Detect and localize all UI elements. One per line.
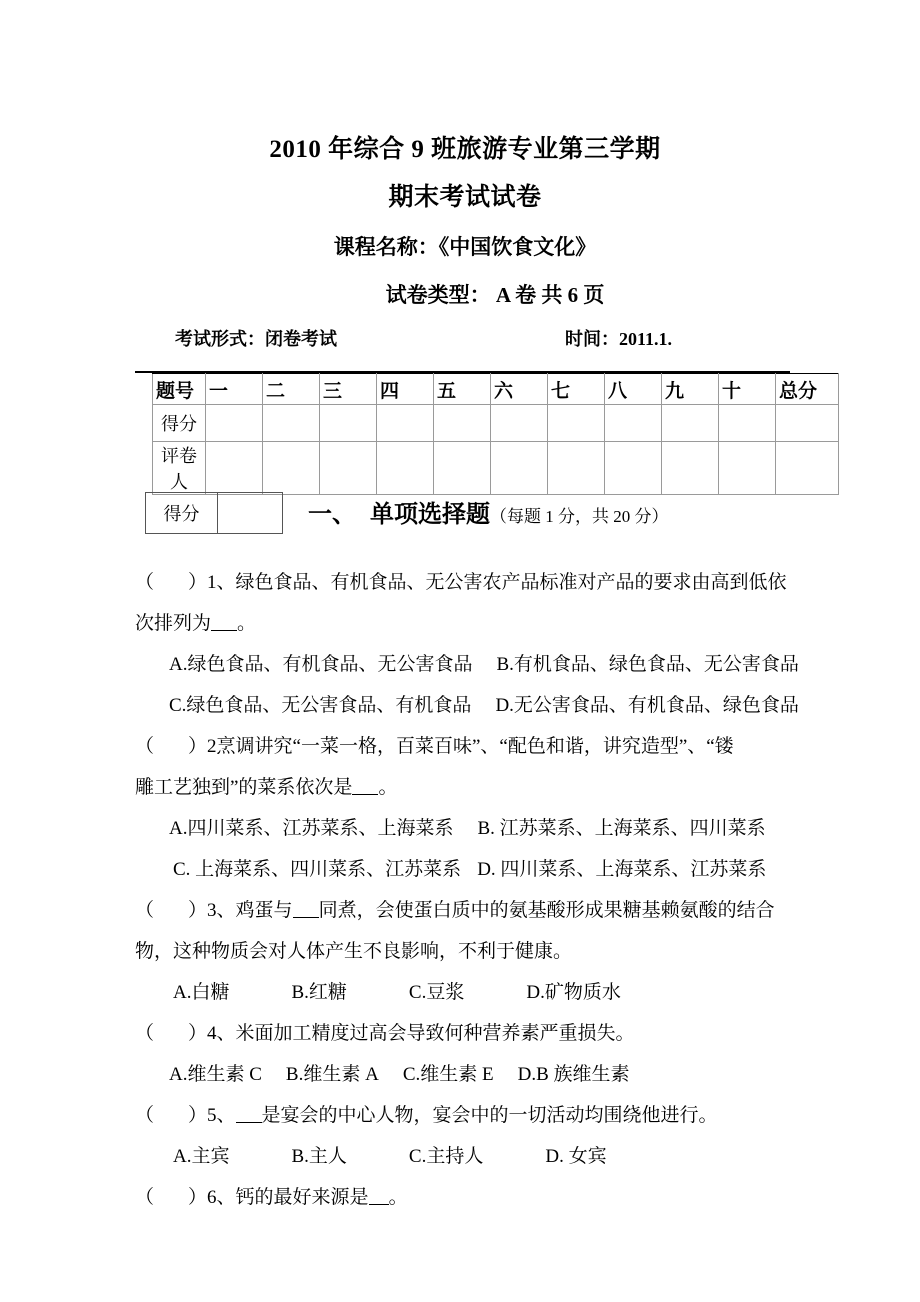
score-cell[interactable] [491, 405, 548, 442]
question-text-end: 。 [378, 777, 398, 798]
question-line [135, 562, 815, 603]
answer-bracket-open: （ [135, 1023, 155, 1044]
row-label-grader: 评卷人 [153, 442, 206, 495]
section-number: 一、 [308, 502, 356, 528]
option-d[interactable]: D.无公害食品、有机食品、绿色食品 [495, 695, 799, 716]
score-cell[interactable] [263, 405, 320, 442]
question-text-end: 同煮，会使蛋白质中的氨基酸形成果糖基赖氨酸的结合 [318, 900, 775, 921]
section-title-text: 单项选择题 [370, 502, 490, 528]
option-c[interactable]: C.绿色食品、无公害食品、有机食品 [169, 695, 472, 716]
table-header-cell: 一 [206, 374, 263, 405]
question-line [135, 726, 815, 767]
answer-bracket-close: ） [188, 572, 208, 593]
table-header-cell: 十 [719, 374, 776, 405]
option-c[interactable]: C.主持人 [408, 1146, 484, 1167]
score-table [152, 373, 839, 495]
fill-blank[interactable] [236, 1122, 262, 1123]
option-b[interactable]: B.维生素 A [285, 1064, 379, 1085]
section-title [308, 494, 669, 529]
score-cell[interactable] [605, 405, 662, 442]
exam-time: 时间：2011.1. [565, 329, 673, 349]
option-b[interactable]: B.有机食品、绿色食品、无公害食品 [496, 654, 799, 675]
answer-bracket-close: ） [188, 900, 208, 921]
option-row [135, 972, 815, 1013]
answer-bracket-open: （ [135, 1105, 155, 1126]
section-score-box [145, 492, 283, 534]
option-row [135, 808, 815, 849]
option-a[interactable]: A.绿色食品、有机食品、无公害食品 [169, 654, 473, 675]
paper-type: 试卷类型： A 卷 共 6 页 [385, 283, 605, 307]
table-row [153, 442, 839, 495]
score-cell[interactable] [662, 405, 719, 442]
question-text-end: 。 [237, 613, 257, 634]
grader-cell-total[interactable] [776, 442, 839, 495]
option-c[interactable]: C.维生素 E [402, 1064, 494, 1085]
fill-blank[interactable] [293, 917, 319, 918]
question-text: 绿色食品、有机食品、无公害农产品标准对产品的要求由高到低依 [235, 572, 787, 593]
table-header-cell: 总分 [776, 374, 839, 405]
option-a[interactable]: A.主宾 [173, 1146, 230, 1167]
course-name: 课程名称：《中国饮食文化》 [333, 235, 597, 259]
exam-meta-row [135, 324, 795, 354]
option-d[interactable]: D.矿物质水 [526, 982, 621, 1003]
table-header-cell: 八 [605, 374, 662, 405]
table-header-cell: 四 [377, 374, 434, 405]
question-line-continued [135, 931, 815, 972]
question-text: 米面加工精度过高会导致何种营养素严重损失。 [235, 1023, 635, 1044]
option-row [135, 849, 815, 890]
option-row [135, 1136, 815, 1177]
option-c[interactable]: C. 上海菜系、四川菜系、江苏菜系 [173, 859, 462, 880]
question-number: 4、 [207, 1023, 236, 1044]
grader-cell[interactable] [377, 442, 434, 495]
question-number: 1、 [207, 572, 236, 593]
score-cell[interactable] [719, 405, 776, 442]
score-table-container [152, 373, 839, 495]
grader-cell[interactable] [206, 442, 263, 495]
question-number: 6、 [207, 1187, 236, 1208]
option-d[interactable]: D. 女宾 [545, 1146, 607, 1167]
exam-form: 考试形式：闭卷考试 [175, 329, 337, 349]
question-line [135, 1095, 815, 1136]
table-header-cell: 三 [320, 374, 377, 405]
option-d[interactable]: D. 四川菜系、上海菜系、江苏菜系 [477, 859, 767, 880]
section-heading-row [145, 492, 805, 538]
option-b[interactable]: B.主人 [291, 1146, 347, 1167]
section-score-label: 得分 [146, 493, 218, 533]
question-text: 烹调讲究“一菜一格，百菜百味”、“配色和谐，讲究造型”、“镂 [216, 736, 734, 757]
grader-cell[interactable] [434, 442, 491, 495]
question-text: 鸡蛋与 [235, 900, 293, 921]
grader-cell[interactable] [662, 442, 719, 495]
answer-bracket-open: （ [135, 736, 155, 757]
score-cell[interactable] [548, 405, 605, 442]
table-row [153, 405, 839, 442]
question-number: 3、 [207, 900, 236, 921]
grader-cell[interactable] [548, 442, 605, 495]
answer-bracket-close: ） [188, 1023, 208, 1044]
score-cell[interactable] [377, 405, 434, 442]
table-header-cell: 九 [662, 374, 719, 405]
question-list [135, 562, 815, 1218]
option-c[interactable]: C.豆浆 [408, 982, 465, 1003]
answer-bracket-close: ） [188, 1105, 208, 1126]
answer-bracket-open: （ [135, 572, 155, 593]
question-text-end: 。 [388, 1187, 408, 1208]
table-row-header [153, 374, 839, 405]
table-header-cell: 二 [263, 374, 320, 405]
option-a[interactable]: A.白糖 [173, 982, 230, 1003]
grader-cell[interactable] [605, 442, 662, 495]
grader-cell[interactable] [320, 442, 377, 495]
option-a[interactable]: A.维生素 C [169, 1064, 262, 1085]
question-line-continued [135, 767, 815, 808]
question-number: 2 [207, 736, 217, 757]
question-number: 5、 [207, 1105, 236, 1126]
answer-bracket-open: （ [135, 900, 155, 921]
page-title-line1: 2010 年综合 9 班旅游专业第三学期 [269, 136, 661, 163]
table-header-cell: 六 [491, 374, 548, 405]
fill-blank[interactable] [369, 1204, 389, 1205]
grader-cell[interactable] [263, 442, 320, 495]
section-points: （每题 1 分，共 20 分） [490, 507, 669, 526]
question-text-cont: 雕工艺独到”的菜系依次是 [135, 777, 353, 798]
question-line [135, 1013, 815, 1054]
row-label-score: 得分 [153, 405, 206, 442]
fill-blank[interactable] [211, 630, 237, 631]
question-text-cont: 次排列为 [135, 613, 212, 634]
score-cell-total[interactable] [776, 405, 839, 442]
answer-bracket-close: ） [188, 736, 208, 757]
option-row [135, 685, 815, 726]
section-score-input[interactable] [218, 493, 282, 533]
table-header-cell: 题号 [153, 374, 206, 405]
score-cell[interactable] [206, 405, 263, 442]
answer-bracket-open: （ [135, 1187, 155, 1208]
option-a[interactable]: A.四川菜系、江苏菜系、上海菜系 [169, 818, 454, 839]
score-cell[interactable] [434, 405, 491, 442]
option-d[interactable]: D.B 族维生素 [517, 1064, 630, 1085]
score-cell[interactable] [320, 405, 377, 442]
table-header-cell: 五 [434, 374, 491, 405]
question-line [135, 890, 815, 931]
page-title-line2: 期末考试试卷 [388, 184, 542, 211]
grader-cell[interactable] [719, 442, 776, 495]
option-row [135, 1054, 815, 1095]
question-line-continued [135, 603, 815, 644]
option-b[interactable]: B.红糖 [291, 982, 347, 1003]
answer-bracket-close: ） [188, 1187, 208, 1208]
option-row [135, 644, 815, 685]
option-b[interactable]: B. 江苏菜系、上海菜系、四川菜系 [477, 818, 766, 839]
question-text: 钙的最好来源是 [235, 1187, 369, 1208]
question-line [135, 1177, 815, 1218]
grader-cell[interactable] [491, 442, 548, 495]
question-text: 是宴会的中心人物，宴会中的一切活动均围绕他进行。 [261, 1105, 718, 1126]
table-header-cell: 七 [548, 374, 605, 405]
question-text-cont: 物，这种物质会对人体产生不良影响，不利于健康。 [135, 941, 573, 962]
fill-blank[interactable] [352, 794, 378, 795]
